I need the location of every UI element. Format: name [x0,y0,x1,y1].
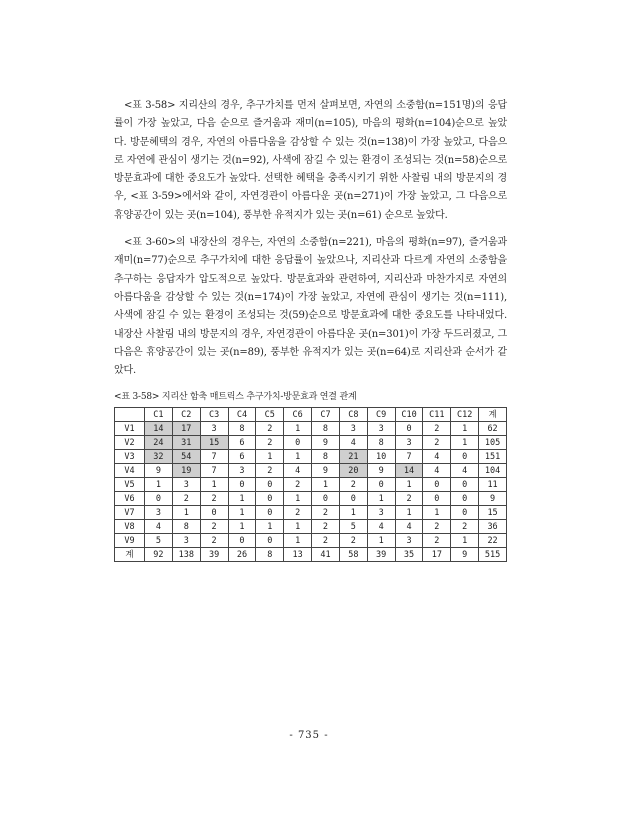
column-header: C2 [172,408,200,422]
table-cell: 0 [145,492,173,506]
column-header: C6 [284,408,312,422]
table-cell: 1 [395,506,423,520]
column-header: C10 [395,408,423,422]
table-cell: 62 [479,422,507,436]
table-cell: 2 [339,478,367,492]
table-cell: 1 [451,534,479,548]
table-cell: 4 [367,520,395,534]
table-cell: 1 [284,492,312,506]
table-cell: 2 [312,520,340,534]
table-cell: 21 [339,450,367,464]
table-cell: 0 [451,450,479,464]
column-header: C3 [200,408,228,422]
table-cell: 1 [284,422,312,436]
column-header: C8 [339,408,367,422]
table-cell: 1 [228,520,256,534]
table-cell: 11 [479,478,507,492]
table-cell: 0 [451,492,479,506]
column-header: C12 [451,408,479,422]
table-cell: 1 [284,534,312,548]
table-cell: 9 [145,464,173,478]
table-row [115,534,507,548]
table-cell: 2 [423,436,451,450]
row-label: V2 [115,436,145,450]
table-cell: 6 [228,436,256,450]
table-cell: 1 [451,422,479,436]
table-cell: 0 [256,492,284,506]
table-cell: 2 [339,534,367,548]
table-cell: 0 [284,436,312,450]
table-cell: 4 [423,450,451,464]
table-cell: 17 [172,422,200,436]
table-cell: 2 [312,506,340,520]
table-cell: 1 [395,478,423,492]
table-cell: 3 [339,422,367,436]
table-cell: 2 [256,422,284,436]
row-label: V4 [115,464,145,478]
table-cell: 1 [228,492,256,506]
table-cell: 0 [451,478,479,492]
table-cell: 2 [256,436,284,450]
table-cell: 3 [367,422,395,436]
table-cell: 15 [479,506,507,520]
table-cell: 2 [200,492,228,506]
table-cell: 8 [256,548,284,562]
table-cell: 5 [339,520,367,534]
table-cell: 2 [284,478,312,492]
table-cell: 10 [367,450,395,464]
table-row [115,548,507,562]
table-cell: 104 [479,464,507,478]
table-row [115,436,507,450]
table-cell: 151 [479,450,507,464]
table-row [115,492,507,506]
implication-matrix-table [114,407,507,562]
column-header: 계 [479,408,507,422]
table-cell: 14 [395,464,423,478]
table-cell: 4 [284,464,312,478]
table-cell: 2 [200,534,228,548]
table-row [115,520,507,534]
table-caption: <표 3-58> 지리산 함축 매트릭스 추구가치-방문효과 연결 관계 [114,392,357,403]
table-row [115,464,507,478]
table-row [115,450,507,464]
table-cell: 17 [423,548,451,562]
table-cell: 2 [451,520,479,534]
table-cell: 0 [200,506,228,520]
column-header [115,408,145,422]
table-cell: 9 [479,492,507,506]
table-cell: 3 [145,506,173,520]
table-cell: 1 [284,450,312,464]
table-cell: 3 [395,436,423,450]
table-cell: 26 [228,548,256,562]
table-cell: 0 [451,506,479,520]
table-cell: 5 [145,534,173,548]
row-label: V9 [115,534,145,548]
table-cell: 1 [145,478,173,492]
table-cell: 2 [423,422,451,436]
table-cell: 54 [172,450,200,464]
table-cell: 0 [423,478,451,492]
table-cell: 13 [284,548,312,562]
paragraph-naejangsan: <표 3-60>의 내장산의 경우는, 자연의 소중함(n=221), 마음의 평화(n=97), 즐거움과 재미(n=77)순으로 추구가치에 대한 응답률이 높았으나, 지리산과 다르게 자연의 소중함을 추구하는 응답자가 압도적으로 높았다. 방문효과와 관련하여, 지리산과 마찬가지로 자연의 아름다움을 감상할 수 있는 것(n=174)이 가장 높았고, 자연에 관심이 생기는 것(n=111), 사색에 잠길 수 있는 환경이 조성되는 것(59)순으로 방문효과에 대한 중요도를 나타내었다. 내장산 사찰림 내의 방문지의 경우, 자연경관이 아름다운 곳(n=301)이 가장 두드러졌고, 그 다음은 휴양공간이 있는 곳(n=89), 풍부한 유적지가 있는 곳(n=64)로 지리산과 순서가 같았다. [114,237,507,377]
table-cell: 31 [172,436,200,450]
table-cell: 0 [339,492,367,506]
column-header: C7 [312,408,340,422]
table-cell: 3 [367,506,395,520]
page-content [114,97,507,562]
table-cell: 1 [172,506,200,520]
row-label: V3 [115,450,145,464]
row-label: 계 [115,548,145,562]
table-cell: 0 [367,478,395,492]
table-cell: 7 [200,464,228,478]
table-header-row [115,408,507,422]
table-cell: 20 [339,464,367,478]
table-cell: 19 [172,464,200,478]
row-label: V8 [115,520,145,534]
row-label: V6 [115,492,145,506]
column-header: C1 [145,408,173,422]
table-cell: 1 [284,520,312,534]
table-cell: 1 [451,436,479,450]
table-cell: 1 [423,506,451,520]
table-cell: 15 [200,436,228,450]
table-cell: 105 [479,436,507,450]
table-cell: 41 [312,548,340,562]
table-cell: 2 [172,492,200,506]
column-header: C4 [228,408,256,422]
table-cell: 22 [479,534,507,548]
column-header: C5 [256,408,284,422]
table-row [115,506,507,520]
table-cell: 4 [395,520,423,534]
table-cell: 36 [479,520,507,534]
table-cell: 8 [172,520,200,534]
table-cell: 35 [395,548,423,562]
table-row [115,422,507,436]
table-cell: 0 [395,422,423,436]
table-cell: 9 [367,464,395,478]
table-cell: 0 [228,534,256,548]
table-cell: 0 [228,478,256,492]
table-cell: 2 [284,506,312,520]
table-cell: 39 [200,548,228,562]
table-cell: 2 [395,492,423,506]
column-header: C11 [423,408,451,422]
table-cell: 515 [479,548,507,562]
table-cell: 14 [145,422,173,436]
table-cell: 2 [312,534,340,548]
row-label: V5 [115,478,145,492]
table-cell: 4 [451,464,479,478]
table-cell: 92 [145,548,173,562]
table-cell: 24 [145,436,173,450]
row-label: V1 [115,422,145,436]
table-cell: 39 [367,548,395,562]
table-cell: 2 [200,520,228,534]
table-cell: 9 [451,548,479,562]
row-label: V7 [115,506,145,520]
table-cell: 3 [172,534,200,548]
table-cell: 7 [395,450,423,464]
table-cell: 1 [339,506,367,520]
table-cell: 0 [312,492,340,506]
table-cell: 0 [256,534,284,548]
table-cell: 0 [256,506,284,520]
table-cell: 1 [256,450,284,464]
column-header: C9 [367,408,395,422]
table-cell: 6 [228,450,256,464]
table-cell: 3 [200,422,228,436]
table-cell: 1 [367,534,395,548]
page-number: - 735 - [289,730,329,741]
table-cell: 9 [312,436,340,450]
table-cell: 138 [172,548,200,562]
table-cell: 1 [312,478,340,492]
table-cell: 4 [339,436,367,450]
table-cell: 1 [200,478,228,492]
table-cell: 8 [367,436,395,450]
table-cell: 3 [172,478,200,492]
table-cell: 1 [228,506,256,520]
table-cell: 58 [339,548,367,562]
table-cell: 0 [423,492,451,506]
table-cell: 4 [145,520,173,534]
table-cell: 2 [423,534,451,548]
table-cell: 8 [228,422,256,436]
table-cell: 7 [200,450,228,464]
table-cell: 4 [423,464,451,478]
table-cell: 0 [256,478,284,492]
paragraph-jirisan: <표 3-58> 지리산의 경우, 추구가치를 먼저 살펴보면, 자연의 소중함(n=151명)의 응답률이 가장 높았고, 다음 순으로 즐거움과 재미(n=105), 마음의 평화(n=104)순으로 높았다. 방문혜택의 경우, 자연의 아름다움을 감상할 수 있는 것(n=138)이 가장 높았고, 다음으로 자연에 관심이 생기는 것(n=92), 사색에 잠길 수 있는 환경이 조성되는 것(n=58)순으로 방문효과에 대한 중요도가 높았다. 선택한 혜택을 충족시키기 위한 사찰림 내의 방문지의 경우, <표 3-59>에서와 같이, 자연경관이 아름다운 곳(n=271)이 가장 높았고, 그 다음으로 휴양공간이 있는 곳(n=104), 풍부한 유적지가 있는 곳(n=61) 순으로 높았다. [114,100,507,221]
table-cell: 8 [312,450,340,464]
table-cell: 2 [423,520,451,534]
table-row [115,478,507,492]
table-cell: 2 [256,464,284,478]
table-cell: 3 [395,534,423,548]
table-cell: 1 [256,520,284,534]
table-cell: 8 [312,422,340,436]
table-body [115,422,507,562]
table-cell: 32 [145,450,173,464]
table-cell: 9 [312,464,340,478]
table-cell: 1 [367,492,395,506]
table-cell: 3 [228,464,256,478]
